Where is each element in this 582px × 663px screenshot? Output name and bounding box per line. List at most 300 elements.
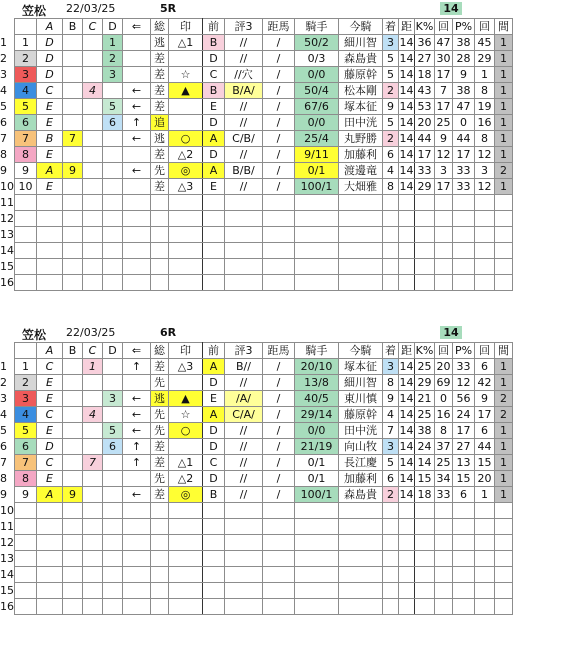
empty-cell[interactable] (203, 567, 225, 583)
empty-cell[interactable] (435, 275, 453, 291)
cell-kyori[interactable]: 14 (399, 408, 414, 421)
cell-kyori[interactable]: 14 (399, 376, 414, 389)
cell-hyo[interactable]: // (225, 99, 263, 115)
cell-p2[interactable]: 19 (475, 99, 495, 115)
empty-cell[interactable] (339, 567, 383, 583)
cell-d[interactable]: 6 (103, 439, 123, 455)
cell-kyo[interactable]: / (263, 131, 295, 147)
cell-p2[interactable]: 8 (475, 131, 495, 147)
empty-cell[interactable] (453, 259, 475, 275)
cell-k2[interactable]: 69 (436, 376, 451, 389)
cell-hyo[interactable]: //穴 (225, 67, 263, 83)
empty-cell[interactable] (103, 275, 123, 291)
cell-b[interactable] (63, 83, 83, 99)
cell-name[interactable]: 東川慎 (339, 391, 383, 407)
empty-cell[interactable] (295, 211, 339, 227)
table-row[interactable] (0, 551, 513, 567)
table-row[interactable] (0, 583, 513, 599)
gate-cell[interactable]: 8 (15, 471, 37, 487)
empty-cell[interactable] (475, 599, 495, 615)
empty-cell[interactable] (151, 211, 169, 227)
empty-cell[interactable] (83, 227, 103, 243)
cell-kan[interactable]: 1 (495, 67, 513, 83)
empty-cell[interactable] (169, 519, 203, 535)
cell-name[interactable]: 田中洸 (339, 115, 383, 131)
empty-cell[interactable] (203, 243, 225, 259)
cell-kan[interactable]: 2 (495, 391, 513, 407)
cell-mark[interactable]: △1 (169, 455, 203, 471)
cell-a[interactable]: E (37, 115, 63, 131)
column-header[interactable]: 回 (475, 19, 495, 35)
empty-cell[interactable] (475, 551, 495, 567)
cell-kyori[interactable]: 14 (399, 52, 414, 65)
gate-cell[interactable]: 10 (15, 179, 37, 195)
cell-hyo[interactable]: // (225, 51, 263, 67)
cell-mark[interactable]: ☆ (169, 407, 203, 423)
empty-cell[interactable] (295, 259, 339, 275)
empty-cell[interactable] (495, 535, 513, 551)
column-header[interactable]: D (103, 343, 123, 359)
cell-mark[interactable]: ▲ (169, 391, 203, 407)
cell-p[interactable]: 12 (453, 375, 475, 391)
column-header[interactable]: 今騎 (339, 19, 383, 35)
table-row[interactable] (0, 67, 513, 83)
cell-a[interactable]: D (37, 439, 63, 455)
empty-cell[interactable] (123, 227, 151, 243)
cell-k2[interactable]: 9 (435, 131, 453, 147)
column-header[interactable]: B (63, 19, 83, 35)
cell-dir[interactable] (123, 471, 151, 487)
cell-jockey[interactable]: 100/1 (295, 487, 339, 503)
empty-cell[interactable] (123, 535, 151, 551)
cell-kyo[interactable]: / (263, 83, 295, 99)
cell-dir[interactable]: ← (123, 99, 151, 115)
cell-c[interactable] (83, 423, 103, 439)
empty-cell[interactable] (475, 567, 495, 583)
empty-cell[interactable] (37, 259, 63, 275)
empty-cell[interactable] (37, 275, 63, 291)
cell-chaku[interactable]: 5 (383, 115, 399, 131)
empty-cell[interactable] (495, 503, 513, 519)
empty-cell[interactable] (453, 583, 475, 599)
empty-cell[interactable] (295, 227, 339, 243)
empty-cell[interactable] (123, 195, 151, 211)
empty-cell[interactable] (453, 211, 475, 227)
cell-sou[interactable]: 差 (151, 67, 169, 83)
empty-cell[interactable] (383, 259, 399, 275)
table-row[interactable] (0, 179, 513, 195)
cell-name[interactable]: 細川智 (339, 35, 383, 51)
cell-d[interactable]: 3 (103, 67, 123, 83)
empty-cell[interactable] (169, 599, 203, 615)
cell-p[interactable]: 15 (453, 471, 475, 487)
cell-chaku[interactable]: 5 (383, 455, 399, 471)
empty-cell[interactable] (495, 259, 513, 275)
empty-cell[interactable] (203, 195, 225, 211)
empty-cell[interactable] (83, 195, 103, 211)
empty-cell[interactable] (225, 243, 263, 259)
empty-cell[interactable] (399, 583, 415, 599)
column-header[interactable]: 距 (399, 19, 415, 35)
column-header[interactable]: 印 (169, 19, 203, 35)
empty-cell[interactable] (63, 519, 83, 535)
empty-cell[interactable] (453, 195, 475, 211)
cell-kyo[interactable]: / (263, 99, 295, 115)
cell-kyori[interactable]: 14 (399, 36, 414, 49)
empty-cell[interactable] (103, 227, 123, 243)
empty-cell[interactable] (203, 503, 225, 519)
row-number-cell[interactable]: 7 (0, 455, 15, 471)
cell-name[interactable]: 田中洸 (339, 423, 383, 439)
cell-kyo[interactable]: / (263, 423, 295, 439)
empty-cell[interactable] (15, 227, 37, 243)
empty-cell[interactable] (339, 551, 383, 567)
cell-hyo[interactable]: C/A/ (225, 407, 263, 423)
cell-sou[interactable]: 差 (151, 99, 169, 115)
empty-cell[interactable] (151, 567, 169, 583)
cell-chaku[interactable]: 9 (383, 99, 399, 115)
empty-cell[interactable] (399, 259, 415, 275)
row-number-cell[interactable]: 3 (0, 67, 15, 83)
empty-cell[interactable] (399, 227, 415, 243)
gate-cell[interactable]: 6 (15, 115, 37, 131)
cell-b[interactable] (63, 359, 83, 375)
cell-a[interactable]: A (37, 487, 63, 503)
empty-cell[interactable] (15, 195, 37, 211)
row-number-cell[interactable]: 6 (0, 439, 15, 455)
cell-k[interactable]: 53 (415, 99, 435, 115)
empty-cell[interactable] (123, 551, 151, 567)
row-number-cell[interactable]: 8 (0, 147, 15, 163)
cell-mae[interactable]: E (203, 99, 225, 115)
row-number-cell[interactable]: 9 (0, 163, 15, 179)
cell-chaku[interactable]: 6 (383, 471, 399, 487)
empty-cell[interactable] (415, 211, 435, 227)
cell-sou[interactable]: 差 (151, 359, 169, 375)
cell-k2[interactable]: 30 (436, 52, 451, 65)
cell-hyo[interactable]: // (225, 439, 263, 455)
cell-k[interactable]: 15 (415, 471, 435, 487)
empty-cell[interactable] (83, 243, 103, 259)
cell-p2[interactable]: 12 (475, 179, 495, 195)
empty-cell[interactable] (453, 551, 475, 567)
row-number-cell[interactable]: 11 (0, 196, 14, 209)
cell-mae[interactable]: A (203, 359, 225, 375)
empty-cell[interactable] (495, 227, 513, 243)
cell-k2[interactable]: 8 (435, 423, 453, 439)
table-row[interactable] (0, 227, 513, 243)
cell-sou[interactable]: 差 (151, 179, 169, 195)
cell-mark[interactable] (169, 99, 203, 115)
cell-mae[interactable]: E (203, 179, 225, 195)
cell-sou[interactable]: 逃 (151, 391, 169, 407)
cell-kyo[interactable]: / (263, 51, 295, 67)
cell-hyo[interactable]: B/B/ (225, 163, 263, 179)
empty-cell[interactable] (495, 551, 513, 567)
empty-cell[interactable] (225, 275, 263, 291)
cell-b[interactable] (63, 35, 83, 51)
row-number-cell[interactable]: 16 (0, 276, 14, 289)
row-number-cell[interactable]: 4 (0, 407, 15, 423)
gate-cell[interactable]: 8 (15, 147, 37, 163)
cell-mark[interactable]: △1 (169, 35, 203, 51)
cell-name[interactable]: 加藤利 (339, 147, 383, 163)
empty-cell[interactable] (339, 583, 383, 599)
cell-jockey[interactable]: 0/3 (295, 51, 339, 67)
cell-dir[interactable]: ↑ (123, 115, 151, 131)
cell-kan[interactable]: 1 (495, 375, 513, 391)
empty-cell[interactable] (475, 519, 495, 535)
empty-cell[interactable] (339, 503, 383, 519)
row-number-cell[interactable]: 13 (0, 228, 14, 241)
empty-cell[interactable] (37, 583, 63, 599)
row-number-cell[interactable]: 6 (0, 115, 15, 131)
cell-kyori[interactable]: 14 (399, 424, 414, 437)
cell-c[interactable] (83, 99, 103, 115)
gate-cell[interactable]: 7 (15, 131, 37, 147)
cell-mark[interactable] (169, 439, 203, 455)
column-header[interactable]: 間 (495, 19, 513, 35)
cell-k[interactable]: 25 (415, 407, 435, 423)
cell-k2[interactable]: 25 (436, 456, 451, 469)
cell-p[interactable]: 47 (453, 99, 475, 115)
column-header[interactable]: K% (415, 20, 434, 33)
table-row[interactable] (0, 503, 513, 519)
cell-k[interactable]: 18 (415, 487, 435, 503)
cell-sou[interactable]: 先 (151, 471, 169, 487)
cell-sou[interactable]: 差 (151, 487, 169, 503)
cell-p2[interactable]: 9 (475, 391, 495, 407)
empty-cell[interactable] (225, 551, 263, 567)
cell-mark[interactable]: ▲ (169, 83, 203, 99)
cell-dir[interactable]: ← (123, 407, 151, 423)
table-row[interactable] (0, 471, 513, 487)
cell-jockey[interactable]: 40/5 (295, 391, 339, 407)
cell-mae[interactable]: C (203, 455, 225, 471)
empty-cell[interactable] (383, 243, 399, 259)
cell-p[interactable]: 44 (453, 131, 475, 147)
empty-cell[interactable] (339, 519, 383, 535)
cell-d[interactable] (103, 455, 123, 471)
cell-d[interactable]: 6 (103, 115, 123, 131)
cell-b[interactable] (63, 407, 83, 423)
cell-hyo[interactable]: // (225, 423, 263, 439)
cell-p2[interactable]: 8 (475, 83, 495, 99)
column-header[interactable]: A (37, 19, 63, 35)
cell-p[interactable]: 33 (453, 359, 475, 375)
cell-p[interactable]: 38 (453, 35, 475, 51)
empty-cell[interactable] (203, 535, 225, 551)
cell-b[interactable] (63, 179, 83, 195)
cell-mae[interactable]: D (203, 439, 225, 455)
cell-p[interactable]: 33 (453, 163, 475, 179)
empty-cell[interactable] (383, 599, 399, 615)
empty-cell[interactable] (295, 599, 339, 615)
table-row[interactable] (0, 99, 513, 115)
empty-cell[interactable] (37, 243, 63, 259)
table-row[interactable] (0, 439, 513, 455)
empty-cell[interactable] (435, 567, 453, 583)
column-header[interactable]: P% (453, 343, 475, 359)
empty-cell[interactable] (151, 583, 169, 599)
cell-k[interactable]: 33 (415, 163, 435, 179)
empty-cell[interactable] (63, 551, 83, 567)
empty-cell[interactable] (169, 195, 203, 211)
empty-cell[interactable] (103, 503, 123, 519)
cell-hyo[interactable]: // (225, 471, 263, 487)
table-row[interactable] (0, 275, 513, 291)
empty-cell[interactable] (169, 243, 203, 259)
cell-b[interactable]: 9 (63, 487, 83, 503)
empty-cell[interactable] (203, 551, 225, 567)
cell-jockey[interactable]: 21/19 (295, 439, 339, 455)
cell-hyo[interactable]: B// (225, 359, 263, 375)
cell-chaku[interactable]: 6 (383, 147, 399, 163)
empty-cell[interactable] (415, 275, 435, 291)
cell-mae[interactable]: B (203, 83, 225, 99)
cell-jockey[interactable]: 20/10 (295, 359, 339, 375)
cell-kan[interactable]: 1 (495, 423, 513, 439)
cell-b[interactable] (63, 471, 83, 487)
cell-kyo[interactable]: / (263, 471, 295, 487)
cell-a[interactable]: E (37, 147, 63, 163)
table-row[interactable] (0, 391, 513, 407)
table-row[interactable] (0, 211, 513, 227)
cell-kyo[interactable]: / (263, 147, 295, 163)
empty-cell[interactable] (15, 519, 37, 535)
empty-cell[interactable] (37, 227, 63, 243)
cell-mae[interactable]: A (203, 131, 225, 147)
row-number-cell[interactable]: 4 (0, 83, 15, 99)
empty-cell[interactable] (169, 535, 203, 551)
row-number-cell[interactable]: 5 (0, 99, 15, 115)
cell-kyo[interactable]: / (263, 375, 295, 391)
empty-cell[interactable] (383, 195, 399, 211)
empty-cell[interactable] (475, 243, 495, 259)
column-header[interactable]: 回 (475, 343, 495, 359)
empty-cell[interactable] (383, 275, 399, 291)
gate-cell[interactable]: 1 (15, 35, 37, 51)
empty-cell[interactable] (123, 503, 151, 519)
cell-mae[interactable]: D (203, 375, 225, 391)
empty-cell[interactable] (383, 227, 399, 243)
empty-cell[interactable] (453, 503, 475, 519)
cell-d[interactable]: 5 (103, 423, 123, 439)
cell-chaku[interactable]: 8 (383, 179, 399, 195)
cell-name[interactable]: 渡邊竜 (339, 163, 383, 179)
gate-cell[interactable]: 2 (15, 51, 37, 67)
empty-cell[interactable] (83, 551, 103, 567)
cell-kyori[interactable]: 14 (399, 392, 414, 405)
cell-p2[interactable]: 1 (475, 487, 495, 503)
empty-cell[interactable] (63, 195, 83, 211)
empty-cell[interactable] (399, 211, 415, 227)
empty-cell[interactable] (123, 259, 151, 275)
cell-c[interactable]: 1 (83, 359, 103, 375)
empty-cell[interactable] (103, 599, 123, 615)
cell-b[interactable] (63, 375, 83, 391)
cell-p[interactable]: 9 (453, 67, 475, 83)
cell-dir[interactable]: ← (123, 163, 151, 179)
empty-cell[interactable] (37, 195, 63, 211)
empty-cell[interactable] (295, 243, 339, 259)
empty-cell[interactable] (15, 583, 37, 599)
cell-kyo[interactable]: / (263, 179, 295, 195)
cell-p[interactable]: 56 (453, 391, 475, 407)
cell-p[interactable]: 27 (453, 439, 475, 455)
empty-cell[interactable] (225, 599, 263, 615)
cell-kyo[interactable]: / (263, 455, 295, 471)
cell-dir[interactable]: ↑ (123, 439, 151, 455)
cell-a[interactable]: B (37, 131, 63, 147)
cell-c[interactable] (83, 147, 103, 163)
empty-cell[interactable] (225, 583, 263, 599)
cell-chaku[interactable]: 4 (383, 163, 399, 179)
empty-cell[interactable] (435, 195, 453, 211)
column-header[interactable]: 着 (383, 19, 399, 35)
empty-cell[interactable] (103, 243, 123, 259)
cell-c[interactable] (83, 391, 103, 407)
gate-cell[interactable]: 1 (15, 359, 37, 375)
row-number-cell[interactable]: 14 (0, 244, 14, 257)
cell-dir[interactable] (123, 375, 151, 391)
empty-cell[interactable] (15, 243, 37, 259)
empty-cell[interactable] (37, 519, 63, 535)
table-row[interactable] (0, 535, 513, 551)
empty-cell[interactable] (151, 503, 169, 519)
column-header[interactable]: C (83, 19, 103, 35)
cell-jockey[interactable]: 0/0 (295, 67, 339, 83)
cell-b[interactable] (63, 147, 83, 163)
empty-cell[interactable] (415, 567, 435, 583)
cell-jockey[interactable]: 25/4 (295, 131, 339, 147)
cell-d[interactable]: 5 (103, 99, 123, 115)
empty-cell[interactable] (383, 503, 399, 519)
cell-b[interactable] (63, 115, 83, 131)
cell-mark[interactable]: △2 (169, 471, 203, 487)
cell-kyori[interactable]: 14 (399, 100, 414, 113)
row-number-cell[interactable]: 12 (0, 536, 14, 549)
row-number-cell[interactable]: 10 (0, 180, 14, 193)
cell-b[interactable]: 7 (63, 131, 83, 147)
cell-chaku[interactable]: 3 (383, 35, 399, 51)
row-number-cell[interactable]: 12 (0, 212, 14, 225)
cell-mae[interactable]: D (203, 423, 225, 439)
cell-k[interactable]: 21 (415, 391, 435, 407)
empty-cell[interactable] (103, 567, 123, 583)
gate-cell[interactable]: 7 (15, 455, 37, 471)
empty-cell[interactable] (203, 211, 225, 227)
empty-cell[interactable] (103, 259, 123, 275)
cell-d[interactable]: 1 (103, 35, 123, 51)
empty-cell[interactable] (83, 535, 103, 551)
empty-cell[interactable] (435, 583, 453, 599)
cell-kyo[interactable]: / (263, 487, 295, 503)
empty-cell[interactable] (263, 551, 295, 567)
cell-name[interactable]: 松本剛 (339, 83, 383, 99)
empty-cell[interactable] (263, 243, 295, 259)
cell-b[interactable] (63, 51, 83, 67)
cell-jockey[interactable]: 9/11 (295, 147, 339, 163)
cell-p2[interactable]: 45 (475, 35, 495, 51)
table-row[interactable] (0, 407, 513, 423)
cell-b[interactable] (63, 99, 83, 115)
cell-b[interactable] (63, 391, 83, 407)
cell-c[interactable] (83, 179, 103, 195)
row-number-cell[interactable]: 16 (0, 600, 14, 613)
column-header[interactable]: ⇐ (123, 19, 151, 35)
empty-cell[interactable] (15, 551, 37, 567)
